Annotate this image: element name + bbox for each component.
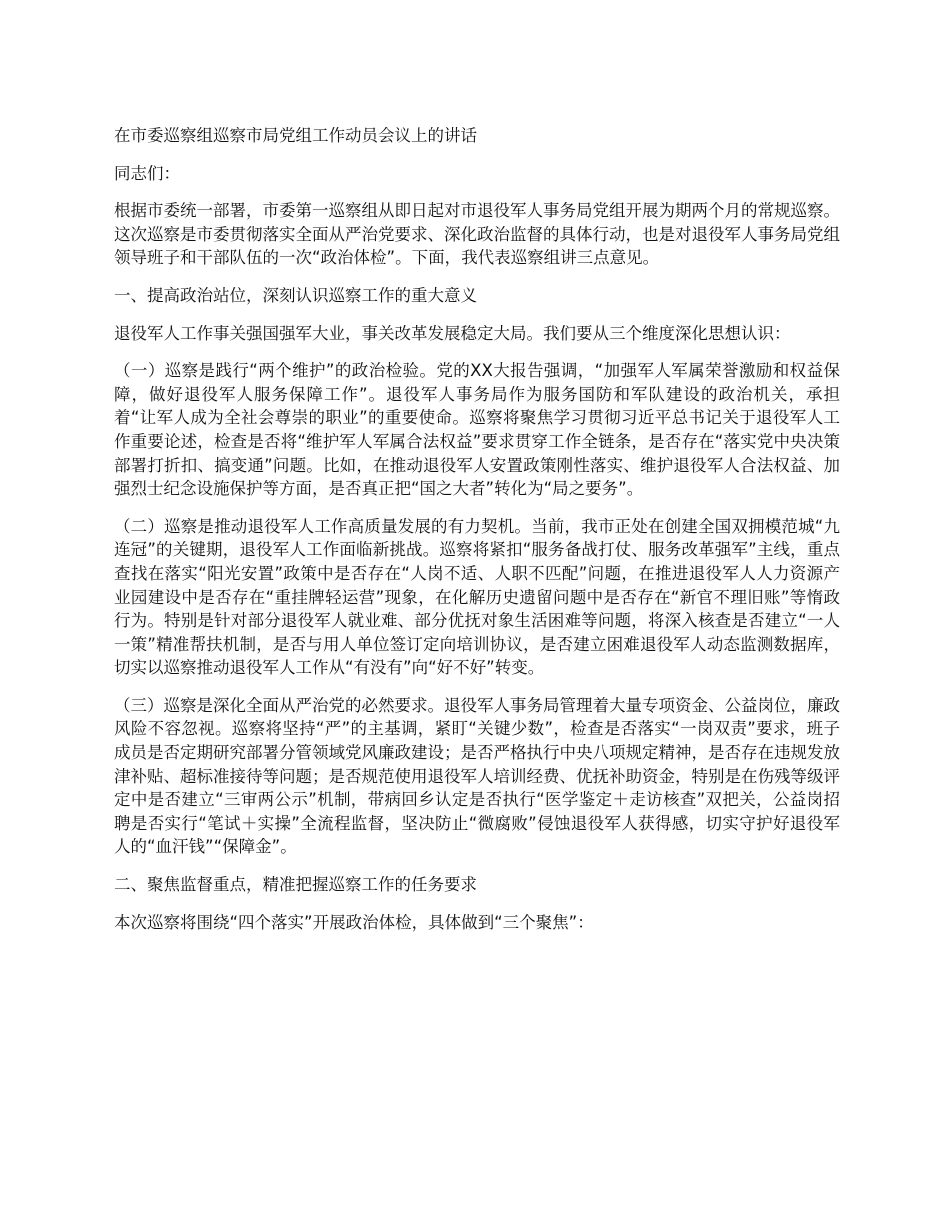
salutation: 同志们： xyxy=(114,163,180,183)
section-heading-1: 一、提高政治站位，深刻认识巡察工作的重大意义 xyxy=(114,285,477,305)
paragraph-point-2: （二）巡察是推动退役军人工作高质量发展的有力契机。当前，我市正处在创建全国双拥模范城“九连冠”的关键期，退役军人工作面临新挑战。巡察将紧扣“服务备战打仗、服务改革强军”主线，重点查找在落实“阳光安置”政策中是否存在“人岗不适、人职不匹配”问题，在推进退役军人人力资源产业园建设中是否存在“重挂牌轻运营”现象，在化解历史遗留问题中是否存在“新官不理旧账”等惰政行为。特别是针对部分退役军人就业难、部分优抚对象生活困难等问题，将深入核查是否建立“一人一策”精准帮扶机制，是否与用人单位签订定向培训协议，是否建立困难退役军人动态监测数据库，切实以巡察推动退役军人工作从“有没有”向“好不好”转变。 xyxy=(114,516,840,678)
paragraph-section-1-intro: 退役军人工作事关强国强军大业，事关改革发展稳定大局。我们要从三个维度深化思想认识： xyxy=(114,323,791,343)
document-page xyxy=(114,124,840,948)
paragraph-point-3: （三）巡察是深化全面从严治党的必然要求。退役军人事务局管理着大量专项资金、公益岗位，廉政风险不容忽视。巡察将坚持“严”的主基调，紧盯“关键少数”，检查是否落实“一岗双责”要求，班子成员是否定期研究部署分管领域党风廉政建设；是否严格执行中央八项规定精神，是否存在违规发放津补贴、超标准接待等问题；是否规范使用退役军人培训经费、优抚补助资金，特别是在伤残等级评定中是否建立“三审两公示”机制，带病回乡认定是否执行“医学鉴定＋走访核查”双把关，公益岗招聘是否实行“笔试＋实操”全流程监督，坚决防止“微腐败”侵蚀退役军人获得感，切实守护好退役军人的“血汗钱”“保障金”。 xyxy=(114,695,840,857)
paragraph-intro: 根据市委统一部署，市委第一巡察组从即日起对市退役军人事务局党组开展为期两个月的常规巡察。这次巡察是市委贯彻落实全面从严治党要求、深化政治监督的具体行动，也是对退役军人事务局党组领导班子和干部队伍的一次“政治体检”。下面，我代表巡察组讲三点意见。 xyxy=(114,201,840,268)
paragraph-point-1: （一）巡察是践行“两个维护”的政治检验。党的XX大报告强调，“加强军人军属荣誉激励和权益保障，做好退役军人服务保障工作”。退役军人事务局作为服务国防和军队建设的政治机关，承担着“让军人成为全社会尊崇的职业”的重要使命。巡察将聚焦学习贯彻习近平总书记关于退役军人工作重要论述，检查是否将“维护军人军属合法权益”要求贯穿工作全链条，是否存在“落实党中央决策部署打折扣、搞变通”问题。比如，在推动退役军人安置政策刚性落实、维护退役军人合法权益、加强烈士纪念设施保护等方面，是否真正把“国之大者”转化为“局之要务”。 xyxy=(114,361,840,499)
document-title: 在市委巡察组巡察市局党组工作动员会议上的讲话 xyxy=(114,126,477,145)
paragraph-section-2-intro: 本次巡察将围绕“四个落实”开展政治体检，具体做到“三个聚焦”： xyxy=(114,912,594,932)
section-heading-2: 二、聚焦监督重点，精准把握巡察工作的任务要求 xyxy=(114,875,477,895)
